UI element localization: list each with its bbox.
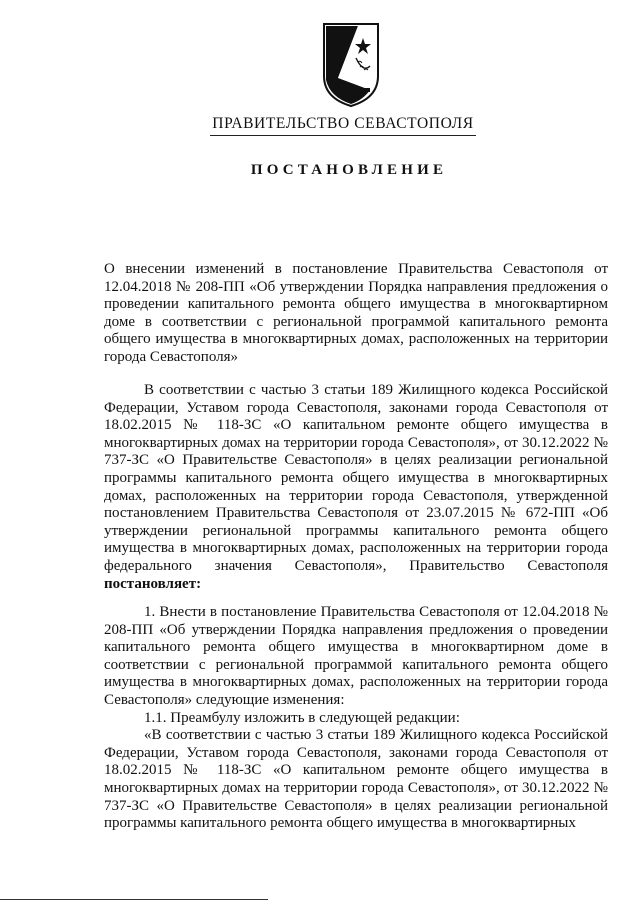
document-type-label: ПОСТАНОВЛЕНИЕ xyxy=(250,162,448,178)
preamble-text: В соответствии с частью 3 статьи 189 Жилищного кодекса Российской Федерации, Уставом города Севастополя, законами города Севастополя от 18.02.2015 № 118-ЗС «О капитальном ремонте общего имущества в многоквартирных домах на территории города Севастополя», от 30.12.2022 № 737-ЗС «О Правительстве Севастополя» в целях реализации региональной программы капитального ремонта общего имущества в многоквартирных домах, расположенных на территории города Севастополя, утвержденной постановлением Правительства Севастополя от 23.07.2015 № 672-ПП «Об утверждении региональной программы капитального ремонта общего имущества в многоквартирных домах, расположенных на территории города федерального значения Севастополя», Правительство Севастополя xyxy=(104,382,608,574)
document-subject xyxy=(104,261,608,367)
coat-of-arms-icon xyxy=(318,18,384,108)
preamble-section xyxy=(104,382,608,593)
clause-1-1: 1.1. Преамбулу изложить в следующей редакции: xyxy=(144,709,460,726)
document-type xyxy=(0,160,628,180)
organization-title xyxy=(0,114,628,136)
clauses-section xyxy=(104,604,608,833)
clause-1: 1. Внести в постановление Правительства Севастополя от 12.04.2018 № 208-ПП «Об утверждении Порядка направления предложения о проведении капитального ремонта общего имущества в многоквартирном доме в соответствии с региональной программой капитального ремонта общего имущества в многоквартирных домах, расположенных на территории города Севастополя» следующие изменения: xyxy=(104,604,608,708)
organization-name: ПРАВИТЕЛЬСТВО СЕВАСТОПОЛЯ xyxy=(210,114,475,136)
footer-rule xyxy=(0,899,268,900)
resolves-colon: : xyxy=(196,575,202,592)
clause-quote: «В соответствии с частью 3 статьи 189 Жилищного кодекса Российской Федерации, Уставом города Севастополя, законами города Севастополя от 18.02.2015 № 118-ЗС «О капитальном ремонте общего имущества в многоквартирных домах на территории города Севастополя», от 30.12.2022 № 737-ЗС «О Правительстве Севастополя» в целях реализации региональной программы капитального ремонта общего имущества в многоквартирных xyxy=(104,727,608,832)
resolves-word: постановляет xyxy=(104,575,197,592)
preamble-paragraph xyxy=(104,382,608,593)
subject-text: О внесении изменений в постановление Правительства Севастополя от 12.04.2018 № 208-ПП «Об утверждении Порядка направления предложения о проведении капитального ремонта общего имущества в многоквартирном доме в соответствии с региональной программой капитального ремонта общего имущества в многоквартирных домах, расположенных на территории города Севастополя» xyxy=(104,261,608,365)
